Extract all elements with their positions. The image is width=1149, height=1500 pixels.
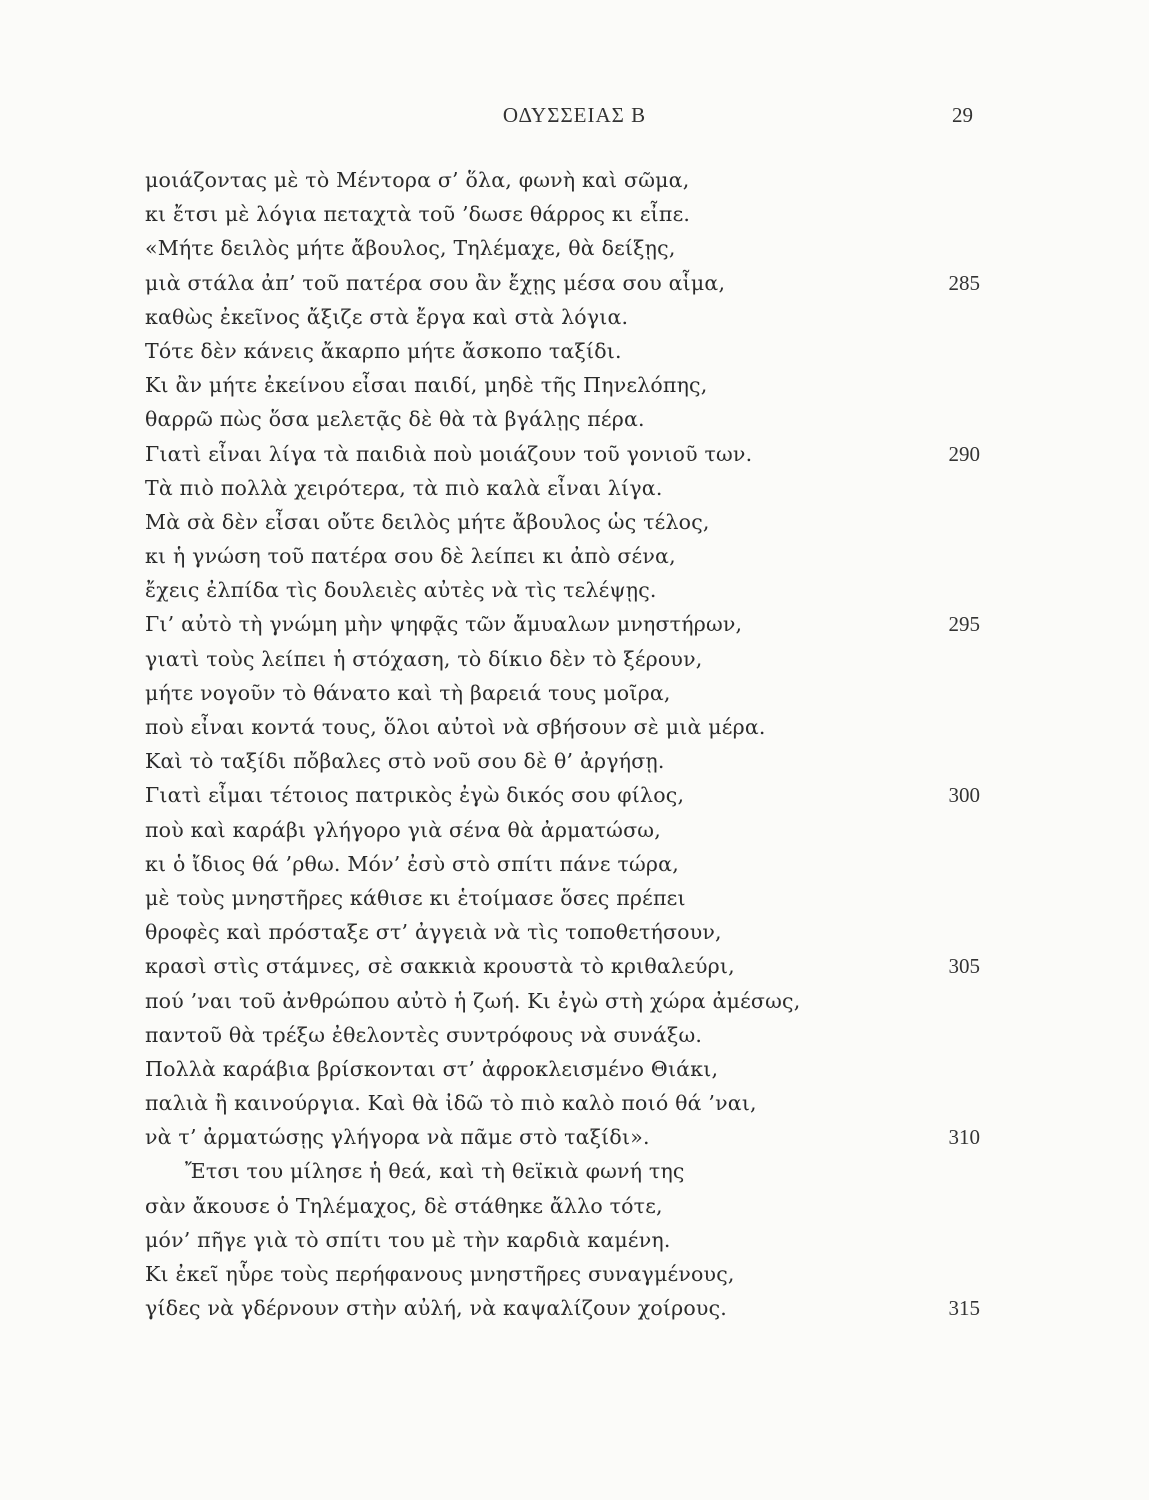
page-number: 29 bbox=[952, 103, 973, 127]
verse-text: κρασὶ στὶς στάμνες, σὲ σακκιὰ κρουστὰ τὸ κριθαλεύρι, bbox=[145, 954, 735, 979]
verse-text: Κι ἂν μήτε ἐκείνου εἶσαι παιδί, μηδὲ τῆς Πηνελόπης, bbox=[145, 373, 708, 398]
verse-text: Πολλὰ καράβια βρίσκονται στ’ ἀφροκλεισμένο Θιάκι, bbox=[145, 1056, 719, 1081]
line-number: 295 bbox=[948, 612, 980, 637]
line-number: 315 bbox=[948, 1296, 980, 1321]
verse-text: κι ὁ ἴδιος θά ’ρθω. Μόν’ ἐσὺ στὸ σπίτι πάνε τώρα, bbox=[145, 851, 679, 876]
verse-line bbox=[145, 778, 980, 812]
verse-line bbox=[145, 676, 980, 710]
verse-text: Γι’ αὐτὸ τὴ γνώμη μὴν ψηφᾷς τῶν ἄμυαλων μνηστήρων, bbox=[145, 612, 743, 637]
verse-line bbox=[145, 368, 980, 402]
verse-line bbox=[145, 1291, 980, 1325]
verse-text: καθὼς ἐκεῖνος ἄξιζε στὰ ἔργα καὶ στὰ λόγια. bbox=[145, 304, 629, 329]
verse-line bbox=[145, 197, 980, 231]
running-title: ΟΔΥΣΣΕΙΑΣ Β bbox=[502, 103, 647, 127]
verse-text: σὰν ἄκουσε ὁ Τηλέμαχος, δὲ στάθηκε ἄλλο τότε, bbox=[145, 1193, 663, 1218]
line-number: 290 bbox=[948, 441, 980, 466]
verse-line bbox=[145, 539, 980, 573]
verse-text: Τότε δὲν κάνεις ἄκαρπο μήτε ἄσκοπο ταξίδι. bbox=[145, 338, 622, 363]
verse-line bbox=[145, 437, 980, 471]
line-number: 310 bbox=[948, 1125, 980, 1150]
verse-line bbox=[145, 402, 980, 436]
verse-line bbox=[145, 1223, 980, 1257]
running-head bbox=[0, 103, 1149, 133]
verse-line bbox=[145, 949, 980, 983]
verse-text: Γιατὶ εἶναι λίγα τὰ παιδιὰ ποὺ μοιάζουν τοῦ γονιοῦ των. bbox=[145, 441, 753, 466]
verse-line bbox=[145, 915, 980, 949]
verse-line bbox=[145, 847, 980, 881]
verse-text: παντοῦ θὰ τρέξω ἐθελοντὲς συντρόφους νὰ συνάξω. bbox=[145, 1022, 703, 1047]
verse-line bbox=[145, 813, 980, 847]
verse-line bbox=[145, 642, 980, 676]
verse-text: ποὺ εἶναι κοντά τους, ὅλοι αὐτοὶ νὰ σβήσουν σὲ μιὰ μέρα. bbox=[145, 715, 766, 739]
verse-line bbox=[145, 1189, 980, 1223]
line-number: 285 bbox=[948, 270, 980, 295]
verse-text: μοιάζοντας μὲ τὸ Μέντορα σ’ ὅλα, φωνὴ καὶ σῶμα, bbox=[145, 168, 690, 192]
verse-line bbox=[145, 984, 980, 1018]
verse-line bbox=[145, 881, 980, 915]
verse-text: «Μήτε δειλὸς μήτε ἄβουλος, Τηλέμαχε, θὰ δείξῃς, bbox=[145, 236, 676, 261]
verse-block bbox=[145, 163, 980, 1325]
verse-text: ἔχεις ἐλπίδα τὶς δουλειὲς αὐτὲς νὰ τὶς τελέψῃς. bbox=[145, 578, 657, 603]
verse-line bbox=[145, 1018, 980, 1052]
verse-line bbox=[145, 163, 980, 197]
verse-line bbox=[145, 471, 980, 505]
verse-text: κι ἡ γνώση τοῦ πατέρα σου δὲ λείπει κι ἀπὸ σένα, bbox=[145, 544, 676, 569]
verse-text: πού ’ναι τοῦ ἀνθρώπου αὐτὸ ἡ ζωή. Κι ἐγὼ στὴ χώρα ἀμέσως, bbox=[145, 988, 801, 1013]
verse-line bbox=[145, 1086, 980, 1120]
verse-line bbox=[145, 607, 980, 641]
verse-text: Μὰ σὰ δὲν εἶσαι οὔτε δειλὸς μήτε ἄβουλος ὡς τέλος, bbox=[145, 509, 710, 534]
verse-text: γιατὶ τοὺς λείπει ἡ στόχαση, τὸ δίκιο δὲν τὸ ξέρουν, bbox=[145, 646, 703, 671]
verse-text: Καὶ τὸ ταξίδι πὄβαλες στὸ νοῦ σου δὲ θ’ ἀργήσῃ. bbox=[145, 749, 665, 774]
verse-text: θαρρῶ πὼς ὅσα μελετᾷς δὲ θὰ τὰ βγάλῃς πέρα. bbox=[145, 407, 645, 432]
verse-text: Κι ἐκεῖ ηὗρε τοὺς περήφανους μνηστῆρες συναγμένους, bbox=[145, 1262, 735, 1286]
verse-text: νὰ τ’ ἀρματώσῃς γλήγορα νὰ πᾶμε στὸ ταξίδι». bbox=[145, 1125, 650, 1150]
verse-line bbox=[145, 266, 980, 300]
verse-text: μὲ τοὺς μνηστῆρες κάθισε κι ἑτοίμασε ὅσες πρέπει bbox=[145, 885, 686, 910]
line-number: 305 bbox=[948, 954, 980, 979]
verse-line bbox=[145, 505, 980, 539]
verse-text: παλιὰ ἢ καινούργια. Καὶ θὰ ἰδῶ τὸ πιὸ καλὸ ποιό θά ’ναι, bbox=[145, 1091, 757, 1116]
verse-text: Γιατὶ εἶμαι τέτοιος πατρικὸς ἐγὼ δικός σου φίλος, bbox=[145, 783, 685, 808]
verse-text: θροφὲς καὶ πρόσταξε στ’ ἀγγειὰ νὰ τὶς τοποθετήσουν, bbox=[145, 920, 722, 945]
verse-line bbox=[145, 1120, 980, 1154]
verse-line bbox=[145, 231, 980, 265]
verse-line bbox=[145, 744, 980, 778]
verse-text: γίδες νὰ γδέρνουν στὴν αὐλή, νὰ καψαλίζουν χοίρους. bbox=[145, 1296, 727, 1321]
verse-text: Τὰ πιὸ πολλὰ χειρότερα, τὰ πιὸ καλὰ εἶναι λίγα. bbox=[145, 475, 663, 500]
verse-text: μήτε νογοῦν τὸ θάνατο καὶ τὴ βαρειά τους μοῖρα, bbox=[145, 680, 671, 705]
verse-text: μιὰ στάλα ἀπ’ τοῦ πατέρα σου ἂν ἔχῃς μέσα σου αἷμα, bbox=[145, 270, 726, 295]
verse-text: ποὺ καὶ καράβι γλήγορο γιὰ σένα θὰ ἀρματώσω, bbox=[145, 817, 661, 842]
line-number: 300 bbox=[948, 783, 980, 808]
verse-text: κι ἔτσι μὲ λόγια πεταχτὰ τοῦ ’δωσε θάρρος κι εἶπε. bbox=[145, 202, 691, 227]
verse-line bbox=[145, 1257, 980, 1291]
verse-line bbox=[145, 1154, 980, 1188]
verse-line bbox=[145, 300, 980, 334]
verse-line bbox=[145, 334, 980, 368]
verse-text: Ἔτσι του μίλησε ἡ θεά, καὶ τὴ θεϊκιὰ φωνή της bbox=[185, 1159, 685, 1184]
verse-line bbox=[145, 1052, 980, 1086]
verse-line bbox=[145, 573, 980, 607]
verse-text: μόν’ πῆγε γιὰ τὸ σπίτι του μὲ τὴν καρδιὰ καμένη. bbox=[145, 1227, 671, 1252]
verse-line bbox=[145, 710, 980, 744]
